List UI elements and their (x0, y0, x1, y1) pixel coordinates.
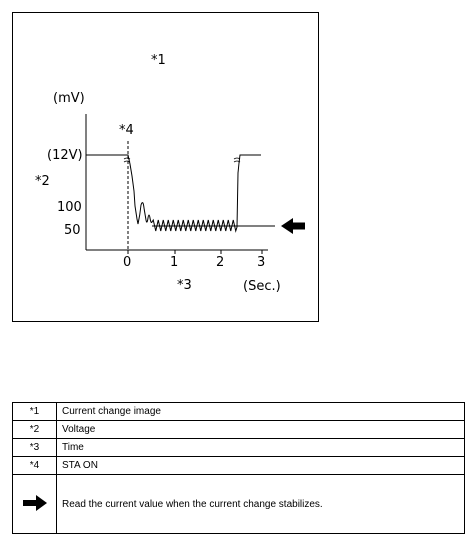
y-tick-12v: (12V) (47, 148, 83, 163)
legend-arrow-cell (13, 475, 57, 534)
figure-frame (12, 12, 319, 322)
stabilized-value-arrow-icon (281, 218, 305, 234)
x-tick-2: 2 (216, 255, 225, 270)
legend-row (13, 421, 465, 439)
current-waveform (86, 155, 261, 231)
callout-1: *1 (151, 53, 166, 68)
legend-key: *1 (13, 403, 57, 421)
legend-row (13, 439, 465, 457)
right-arrow-icon (22, 495, 48, 511)
legend-row-arrow (13, 475, 465, 534)
current-change-figure (13, 13, 320, 323)
legend-row (13, 457, 465, 475)
callout-4: *4 (119, 123, 134, 138)
legend-text: Voltage (57, 421, 465, 439)
callout-2: *2 (35, 174, 50, 189)
y-tick-100: 100 (57, 200, 82, 215)
legend-arrow-text: Read the current value when the current change stabilizes. (57, 475, 465, 534)
x-tick-3: 3 (257, 255, 266, 270)
x-tick-1: 1 (170, 255, 179, 270)
y-unit-label: (mV) (53, 91, 85, 106)
legend-text: Time (57, 439, 465, 457)
legend-key: *2 (13, 421, 57, 439)
x-tick-0: 0 (123, 255, 132, 270)
legend-key: *3 (13, 439, 57, 457)
legend-text: Current change image (57, 403, 465, 421)
x-unit-label: (Sec.) (243, 279, 281, 294)
legend-table (12, 402, 465, 534)
y-tick-50: 50 (64, 223, 81, 238)
legend-key: *4 (13, 457, 57, 475)
legend-text: STA ON (57, 457, 465, 475)
callout-3: *3 (177, 278, 192, 293)
legend-row (13, 403, 465, 421)
